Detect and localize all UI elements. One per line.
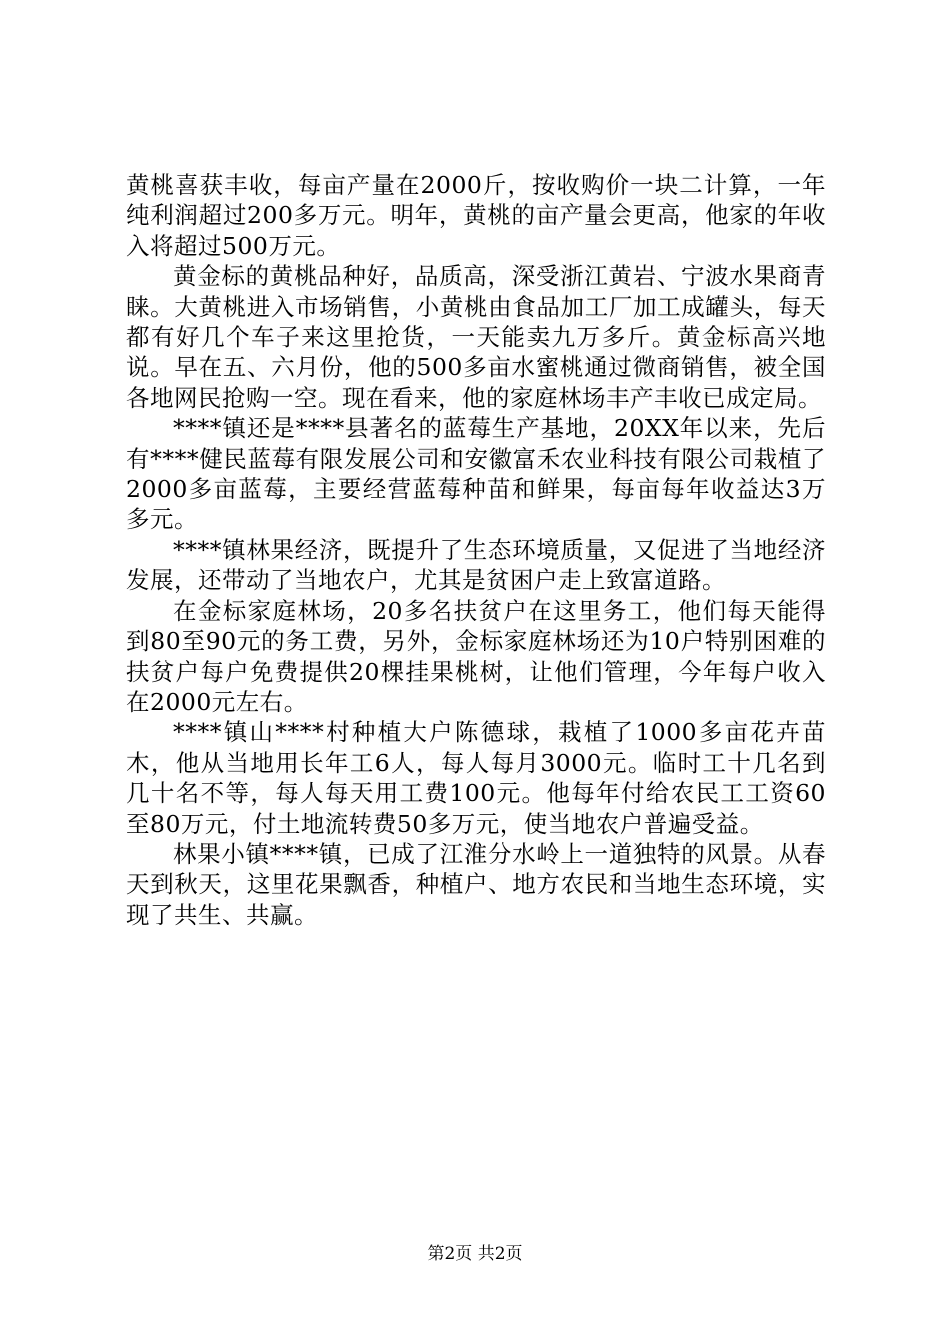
paragraph-3: ****镇还是****县著名的蓝莓生产基地，20XX年以来，先后有****健民蓝莓有限发展公司和安徽富禾农业科技有限公司栽植了2000多亩蓝莓，主要经营蓝莓种苗和鲜果，每亩每年收益达3万多元。 — [126, 414, 826, 534]
page-number-footer: 第2页 共2页 — [427, 1244, 523, 1264]
document-body — [126, 170, 826, 930]
paragraph-7: 林果小镇****镇，已成了江淮分水岭上一道独特的风景。从春天到秋天，这里花果飘香，种植户、地方农民和当地生态环境，实现了共生、共赢。 — [126, 839, 826, 929]
paragraph-5: 在金标家庭林场，20多名扶贫户在这里务工，他们每天能得到80至90元的务工费，另外，金标家庭林场还为10户特别困难的扶贫户每户免费提供20棵挂果桃树，让他们管理，今年每户收入在2000元左右。 — [126, 596, 826, 716]
paragraph-4: ****镇林果经济，既提升了生态环境质量，又促进了当地经济发展，还带动了当地农户，尤其是贫困户走上致富道路。 — [126, 535, 826, 595]
paragraph-1: 黄桃喜获丰收，每亩产量在2000斤，按收购价一块二计算，一年纯利润超过200多万元。明年，黄桃的亩产量会更高，他家的年收入将超过500万元。 — [126, 171, 826, 260]
paragraph-6: ****镇山****村种植大户陈德球，栽植了1000多亩花卉苗木，他从当地用长年工6人，每人每月3000元。临时工十几名到几十名不等，每人每天用工费100元。他每年付给农民工工资60至80万元，付土地流转费50多万元，使当地农户普遍受益。 — [126, 718, 826, 838]
paragraph-2: 黄金标的黄桃品种好，品质高，深受浙江黄岩、宁波水果商青睐。大黄桃进入市场销售，小黄桃由食品加工厂加工成罐头，每天都有好几个车子来这里抢货，一天能卖九万多斤。黄金标高兴地说。早在五、六月份，他的500多亩水蜜桃通过微商销售，被全国各地网民抢购一空。现在看来，他的家庭林场丰产丰收已成定局。 — [126, 262, 826, 412]
